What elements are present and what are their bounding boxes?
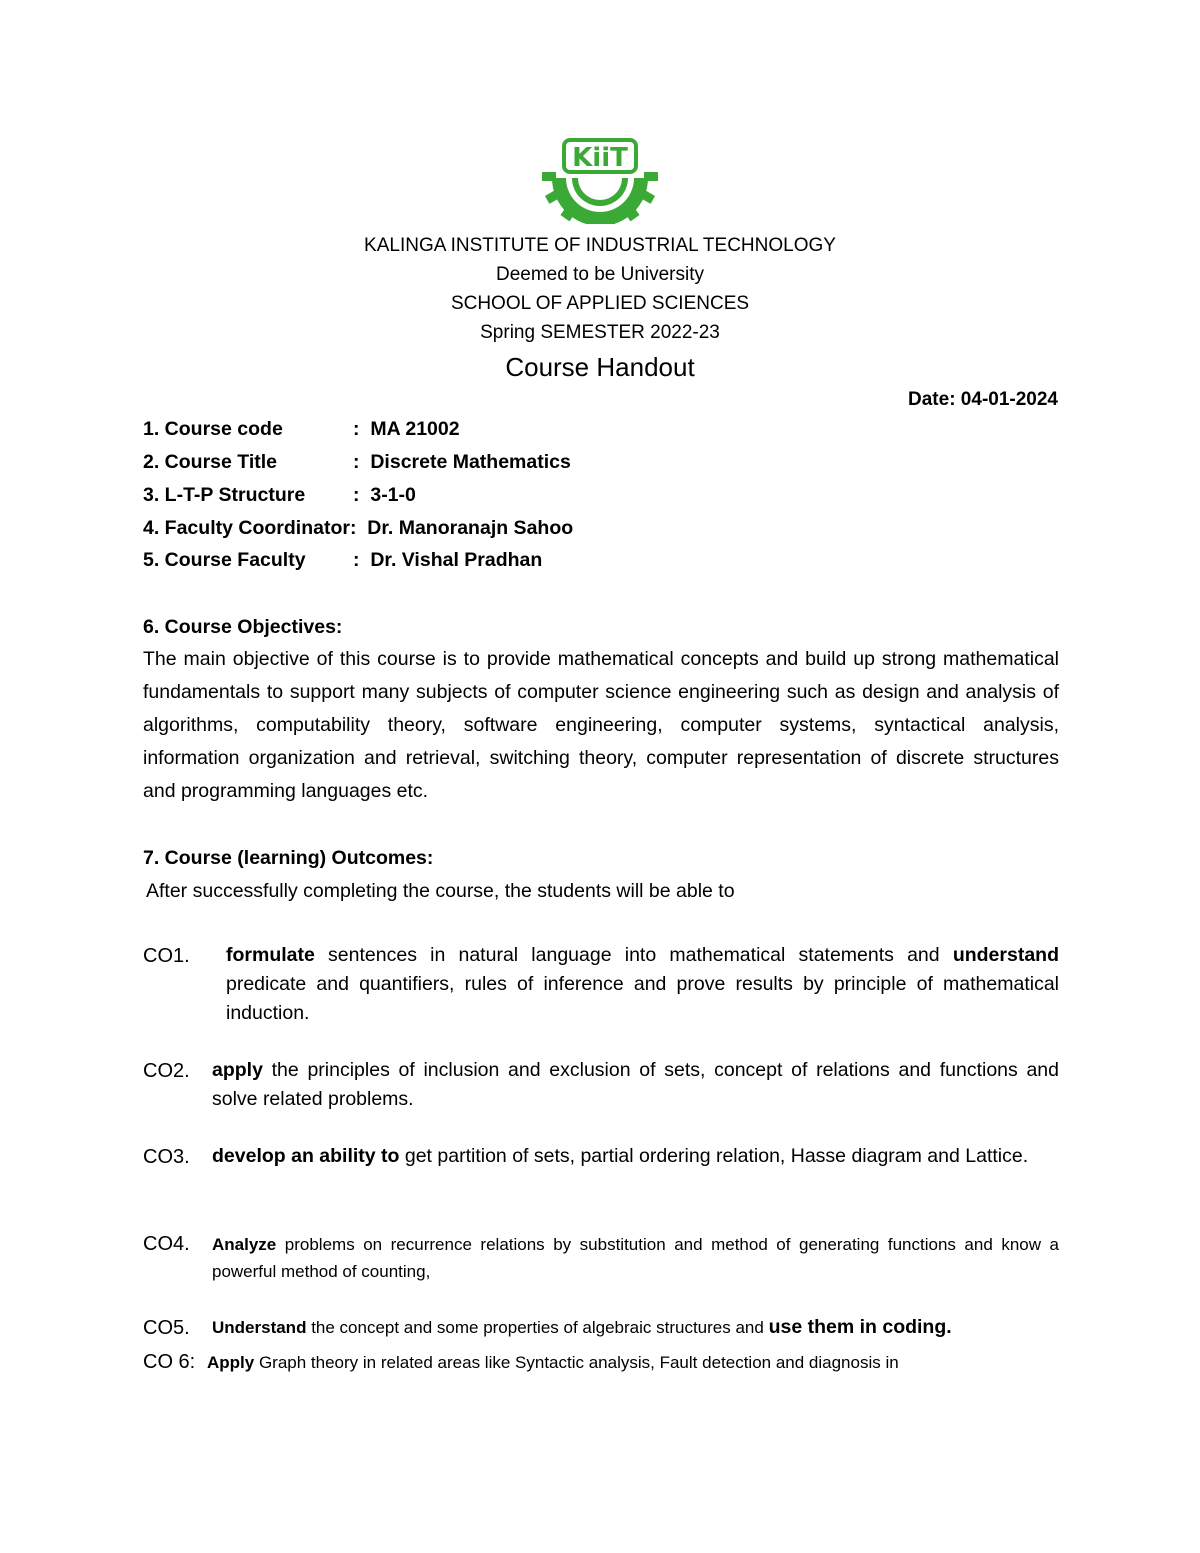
outcomes-heading: 7. Course (learning) Outcomes: [143,847,434,869]
course-faculty-value: Dr. Vishal Pradhan [370,549,543,571]
co1-code: CO1. [143,945,190,967]
co5-text-part1: the concept and some properties of algebraic structures and [306,1318,769,1337]
co2-code: CO2. [143,1060,190,1082]
co1-text [226,941,1059,1028]
co5-code: CO5. [143,1317,190,1339]
kiit-logo [538,138,662,224]
course-faculty-sep: : [353,549,360,571]
course-title-row [143,451,571,474]
co1-verb2: understand [952,944,1059,966]
outcomes-intro: After successfully completing the course, the students will be able to [146,880,735,902]
ltp-structure-value: 3-1-0 [370,484,416,506]
handout-date: Date: 04-01-2024 [908,389,1058,410]
objectives-text: The main objective of this course is to provide mathematical concepts and build up strong mathematical fundamentals to support many subjects of computer science engineering such as design and analysis of algorithms, computability theory, software engineering, computer systems, syntactical analysis, information organization and retrieval, switching theory, computer representation of discrete structures and programming languages etc. [143,648,1059,802]
co3-text [212,1142,1059,1171]
co6-code: CO 6: [143,1351,196,1373]
co3-verb: develop an ability to [212,1145,400,1167]
course-faculty-row [143,549,542,572]
co5-verb2: use them in coding. [768,1316,952,1338]
course-faculty-label: 5. Course Faculty [143,549,306,571]
faculty-coordinator-value: Dr. Manoranajn Sahoo [367,517,574,539]
faculty-coordinator-label: 4. Faculty Coordinator: [143,517,357,539]
course-code-row [143,418,460,441]
co6-text [207,1349,1067,1376]
co4-code: CO4. [143,1233,190,1255]
co4-text [212,1231,1059,1285]
university-status: Deemed to be University [495,264,705,285]
co4-text-part1: problems on recurrence relations by substitution and method of generating functions and know a powerful method of counting, [212,1235,1059,1281]
co3-text-part1: get partition of sets, partial ordering relation, Hasse diagram and Lattice. [399,1145,1029,1167]
school-name: SCHOOL OF APPLIED SCIENCES [450,293,750,314]
co4-verb: Analyze [212,1235,277,1254]
course-code-value: MA 21002 [370,418,460,440]
page-title: Course Handout [505,352,695,382]
co5-verb: Understand [212,1318,307,1337]
faculty-coordinator-row [143,517,573,540]
co2-text-part1: the principles of inclusion and exclusion of sets, concept of relations and functions and solve related problems. [212,1059,1059,1110]
co3-code: CO3. [143,1146,190,1168]
semester: Spring SEMESTER 2022-23 [480,322,720,343]
institute-name: KALINGA INSTITUTE OF INDUSTRIAL TECHNOLOGY [364,235,836,256]
co1-text-part1: sentences in natural language into mathematical statements and [314,944,953,966]
ltp-structure-label: 3. L-T-P Structure [143,484,306,506]
ltp-structure-sep: : [353,484,360,506]
course-code-label: 1. Course code [143,418,283,440]
course-title-value: Discrete Mathematics [370,451,571,473]
co6-verb: Apply [207,1353,255,1372]
ltp-structure-row [143,484,416,507]
logo-wordmark: KiiT [572,143,628,173]
course-title-label: 2. Course Title [143,451,278,473]
course-title-sep: : [353,451,360,473]
objectives-heading: 6. Course Objectives: [143,616,343,638]
co1-text-part2: predicate and quantifiers, rules of inference and prove results by principle of mathematical induction. [226,973,1059,1024]
co1-verb: formulate [226,944,315,966]
co6-text-part1: Graph theory in related areas like Syntactic analysis, Fault detection and diagnosis in [254,1353,899,1372]
co2-verb: apply [212,1059,263,1081]
co2-text [212,1056,1059,1114]
course-code-sep: : [353,418,360,440]
co5-text [212,1314,1072,1341]
